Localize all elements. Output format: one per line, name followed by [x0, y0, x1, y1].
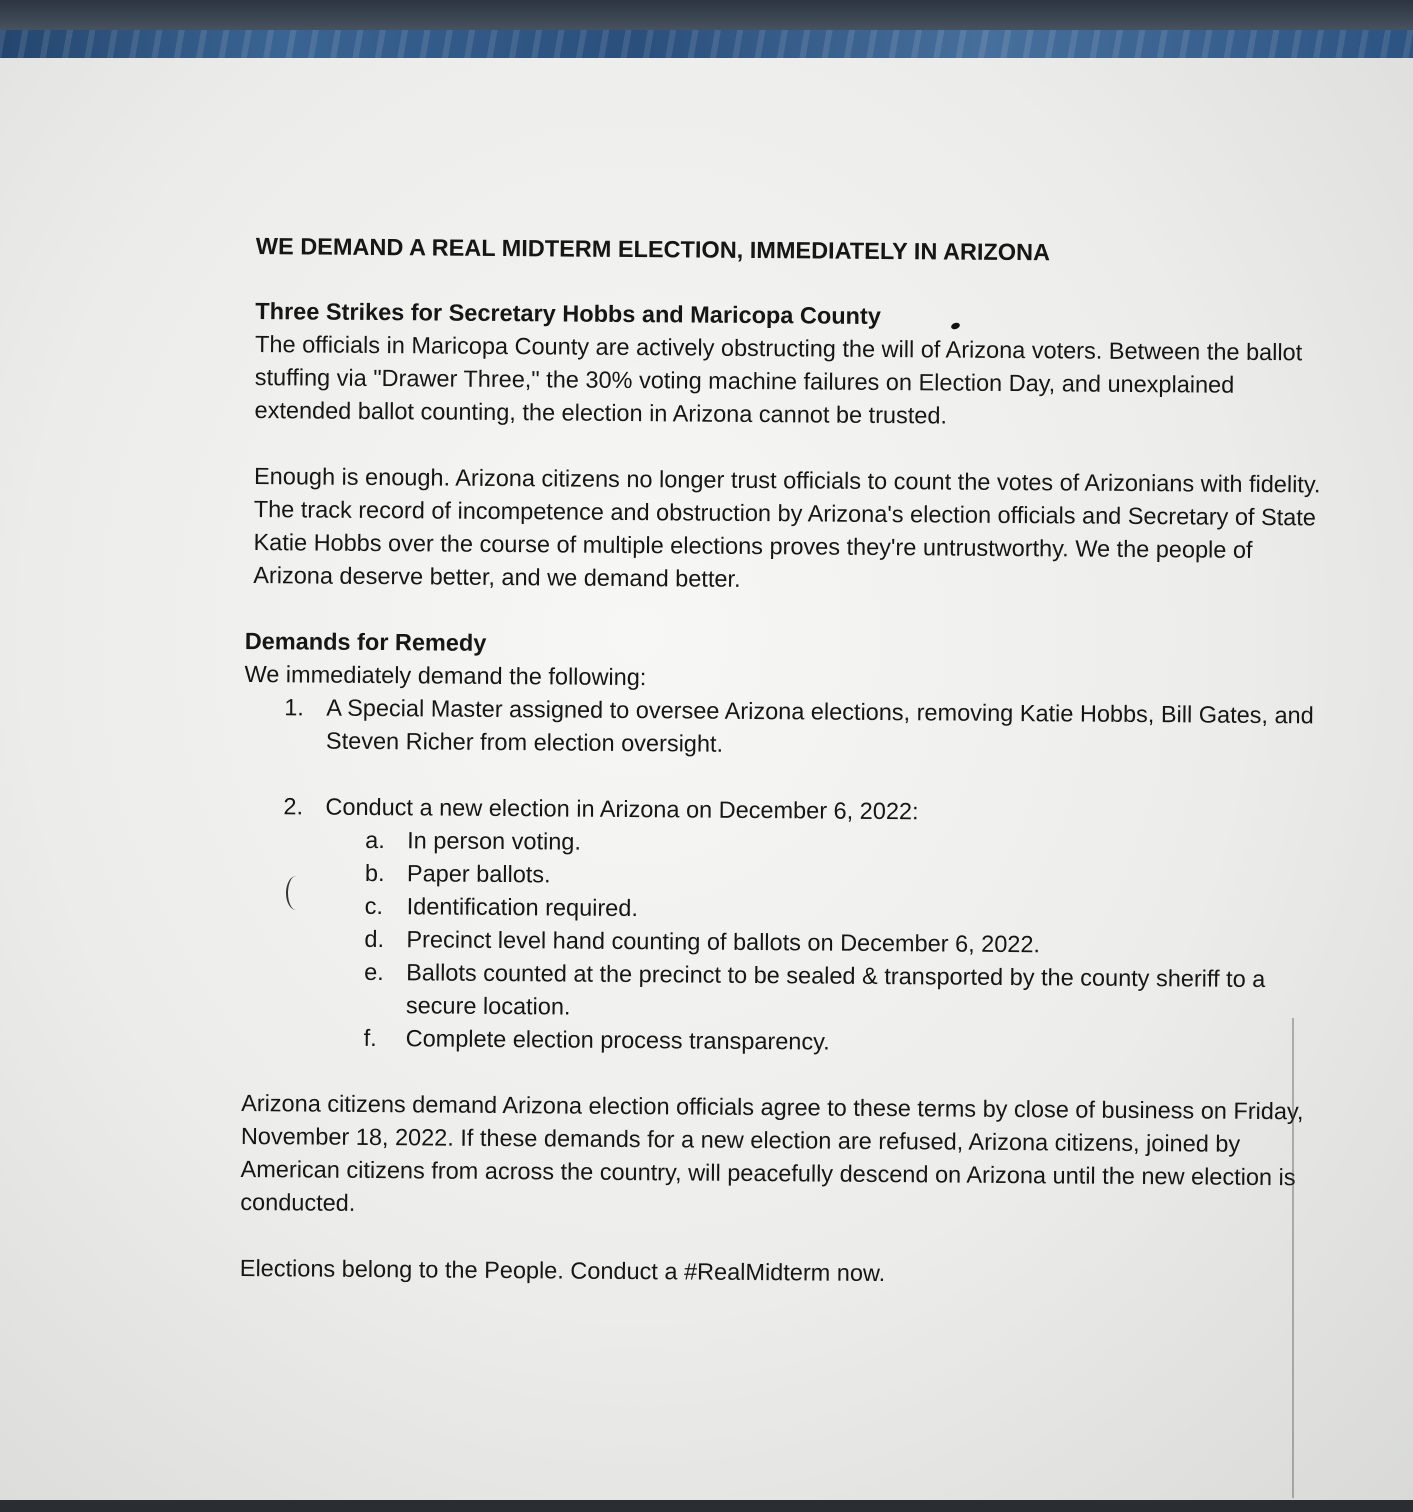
paragraph-ultimatum: Arizona citizens demand Arizona election officials agree to these terms by close of business on Friday, November 18, 2022. If these demands for a new election are refused, Arizona citizens, joined by American citizens from across the country, will peacefully descend on Arizona until the new election is conducted.	[240, 1089, 1304, 1216]
paragraph-slogan: Elections belong to the People. Conduct a #RealMidterm now.	[239, 1254, 886, 1287]
list-item-text: Conduct a new election in Arizona on December 6, 2022:	[325, 793, 919, 825]
document-title: WE DEMAND A REAL MIDTERM ELECTION, IMMEDIATELY IN ARIZONA	[255, 233, 1051, 266]
election-requirements-list	[242, 823, 1334, 1063]
list-item-letter: a.	[365, 826, 385, 854]
section-demands	[242, 625, 1335, 1063]
monitor-top-edge	[0, 0, 1413, 30]
list-item-text: Complete election process transparency.	[405, 1025, 830, 1055]
list-item-letter: d.	[364, 925, 385, 953]
section-three-strikes	[245, 295, 1337, 601]
paragraph-obstruction: The officials in Maricopa County are actively obstructing the will of Arizona voters. Between the ballot stuffing via "Drawer Three," the 30% voting machine failures on Election Day, and unexplained extended ballot counting, the election in Arizona cannot be trusted.	[254, 331, 1303, 429]
monitor-bottom-edge	[0, 1500, 1413, 1512]
list-item-number: 1.	[284, 694, 304, 721]
list-item-number: 2.	[283, 793, 304, 820]
list-item-text: In person voting.	[407, 827, 582, 855]
section-heading-three-strikes: Three Strikes for Secretary Hobbs and Maricopa County	[255, 298, 881, 329]
list-item-text: Paper ballots.	[406, 860, 551, 888]
section-heading-demands: Demands for Remedy	[244, 627, 487, 656]
document-body	[240, 230, 1338, 1294]
list-item-text: Identification required.	[406, 893, 639, 922]
list-item-letter: b.	[364, 859, 385, 887]
list-item-letter: e.	[364, 958, 384, 986]
header-banner	[0, 30, 1413, 58]
list-item-text: Precinct level hand counting of ballots on December 6, 2022.	[406, 926, 1041, 958]
demands-intro: We immediately demand the following:	[244, 660, 647, 691]
list-item-letter: f.	[363, 1024, 377, 1052]
list-item	[244, 691, 1334, 766]
document-page	[0, 58, 1413, 1500]
tape-edge	[1292, 1018, 1294, 1498]
list-item	[242, 955, 1332, 1030]
demands-list	[243, 691, 1334, 832]
list-item-text: A Special Master assigned to oversee Arizona elections, removing Katie Hobbs, Bill Gates, and Steven Richer from election oversight.	[325, 694, 1314, 757]
paragraph-enough: Enough is enough. Arizona citizens no longer trust officials to count the votes of Arizonians with fidelity. The track record of incompetence and obstruction by Arizona's election officials and Secretary of State Katie Hobbs over the course of multiple elections proves they're untrustworthy. We the people of Arizona deserve better, and we demand better.	[253, 463, 1321, 592]
list-item-letter: c.	[364, 892, 384, 920]
pen-mark	[286, 876, 306, 910]
list-item-text: Ballots counted at the precinct to be sealed & transported by the county sheriff to a secure location.	[405, 959, 1266, 1020]
